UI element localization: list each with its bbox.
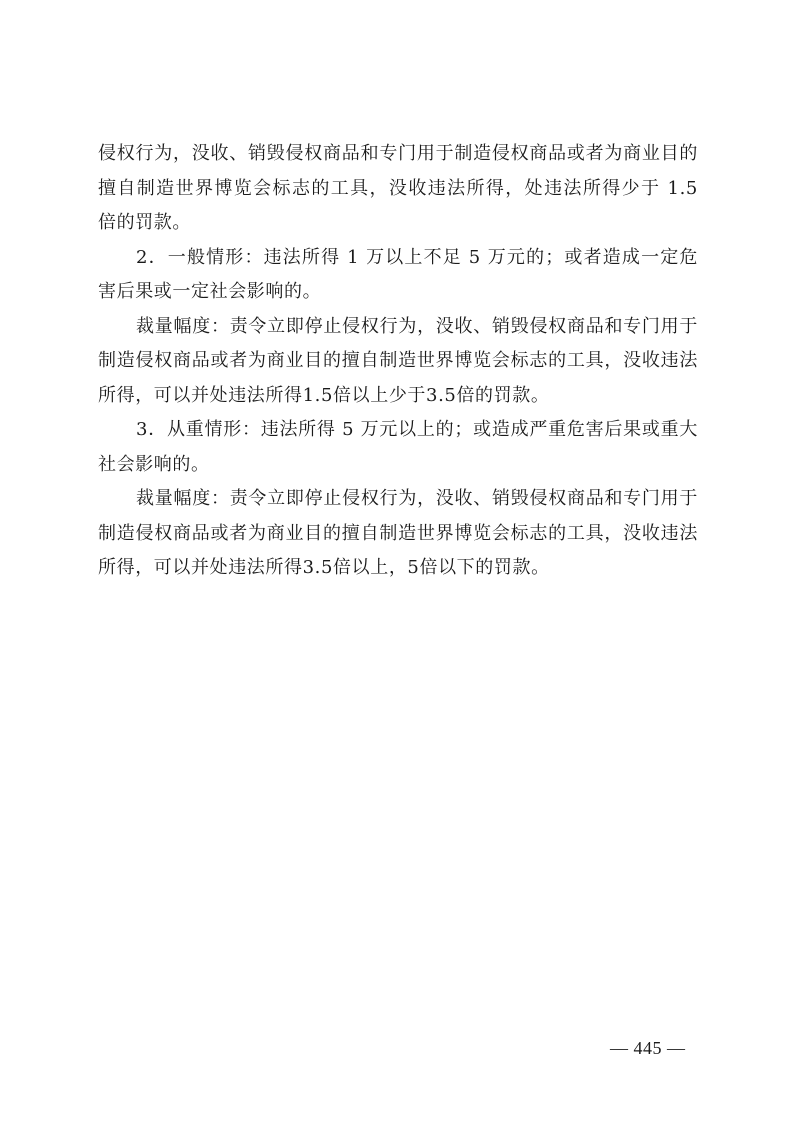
paragraph-general-penalty: 裁量幅度：责令立即停止侵权行为，没收、销毁侵权商品和专门用于制造侵权商品或者为商业目的擅自制造世界博览会标志的工具，没收违法所得，可以并处违法所得1.5倍以上少于3.5倍的罚款。 (98, 315, 698, 406)
paragraph-general-case: 2．一般情形：违法所得 1 万以上不足 5 万元的；或者造成一定危害后果或一定社会影响的。 (98, 246, 698, 302)
page-number: — 445 — (610, 1038, 686, 1058)
document-body (98, 137, 698, 586)
paragraph-aggravated-case: 3．从重情形：违法所得 5 万元以上的；或造成严重危害后果或重大社会影响的。 (98, 419, 698, 475)
paragraph-aggravated-penalty: 裁量幅度：责令立即停止侵权行为，没收、销毁侵权商品和专门用于制造侵权商品或者为商业目的擅自制造世界博览会标志的工具，没收违法所得，可以并处违法所得3.5倍以上，5倍以下的罚款。 (98, 488, 698, 578)
paragraph-continuation: 侵权行为，没收、销毁侵权商品和专门用于制造侵权商品或者为商业目的擅自制造世界博览会标志的工具，没收违法所得，处违法所得少于 1.5 倍的罚款。 (98, 143, 698, 233)
